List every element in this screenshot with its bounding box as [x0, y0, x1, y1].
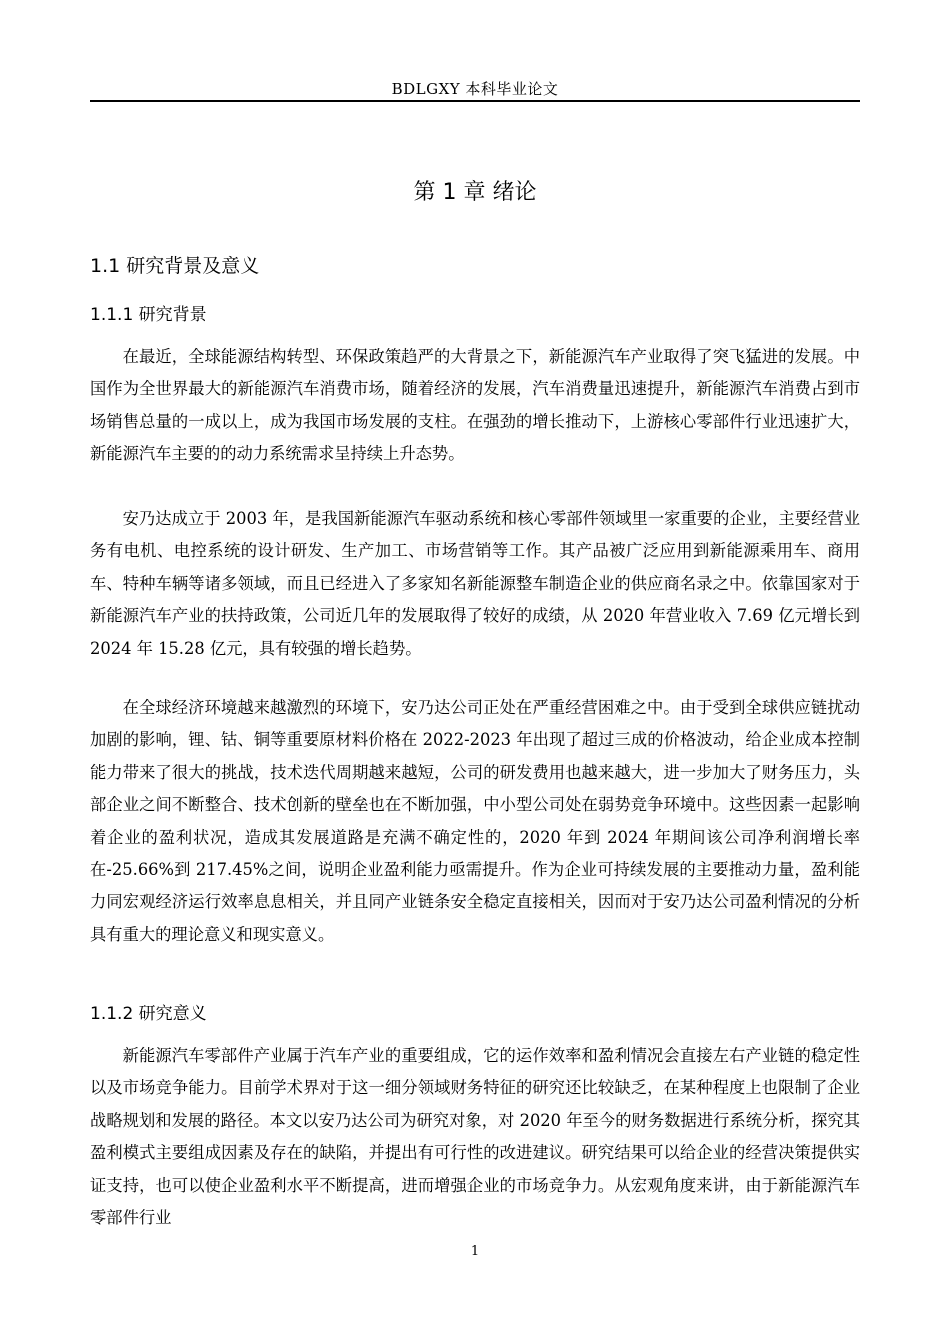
- section-heading-1-1-2: 1.1.2 研究意义: [90, 1004, 207, 1024]
- chapter-title: 第 1 章 绪论: [413, 180, 537, 205]
- running-header: BDLGXY 本科毕业论文: [391, 80, 559, 98]
- section-heading-1-1: 1.1 研究背景及意义: [90, 255, 260, 277]
- page-number: 1: [470, 1244, 480, 1259]
- section-heading-1-1-1: 1.1.1 研究背景: [90, 305, 207, 325]
- header-rule: [90, 100, 860, 102]
- paragraph-significance-1: 新能源汽车零部件产业属于汽车产业的重要组成，它的运作效率和盈利情况会直接左右产业链的稳定性以及市场竞争能力。目前学术界对于这一细分领域财务特征的研究还比较缺乏，在某种程度上也限制了企业战略规划和发展的路径。本文以安乃达公司为研究对象，对 2020 年至今的财务数据进行系统分析，探究其盈利模式主要组成因素及存在的缺陷，并提出有可行性的改进建议。研究结果可以给企业的经营决策提供实证支持，也可以使企业盈利水平不断提高，进而增强企业的市场竞争力。从宏观角度来讲，由于新能源汽车零部件行业: [90, 1046, 860, 1228]
- paragraph-background-3: 在全球经济环境越来越激烈的环境下，安乃达公司正处在严重经营困难之中。由于受到全球供应链扰动加剧的影响，锂、钴、铜等重要原材料价格在 2022-2023 年出现了超过三成的价格波动，给企业成本控制能力带来了很大的挑战，技术迭代周期越来越短，公司的研发费用也越来越大，进一步加大了财务压力，头部企业之间不断整合、技术创新的壁垒也在不断加强，中小型公司处在弱势竞争环境中。这些因素一起影响着企业的盈利状况，造成其发展道路是充满不确定性的，2020 年到 2024 年期间该公司净利润增长率在-25.66%到 217.45%之间，说明企业盈利能力亟需提升。作为企业可持续发展的主要推动力量，盈利能力同宏观经济运行效率息息相关，并且同产业链条安全稳定直接相关，因而对于安乃达公司盈利情况的分析具有重大的理论意义和现实意义。: [90, 698, 860, 944]
- paragraph-background-2: 安乃达成立于 2003 年，是我国新能源汽车驱动系统和核心零部件领域里一家重要的企业，主要经营业务有电机、电控系统的设计研发、生产加工、市场营销等工作。其产品被广泛应用到新能源乘用车、商用车、特种车辆等诸多领域，而且已经进入了多家知名新能源整车制造企业的供应商名录之中。依靠国家对于新能源汽车产业的扶持政策，公司近几年的发展取得了较好的成绩，从 2020 年营业收入 7.69 亿元增长到 2024 年 15.28 亿元，具有较强的增长趋势。: [90, 509, 860, 658]
- paragraph-background-1: 在最近，全球能源结构转型、环保政策趋严的大背景之下，新能源汽车产业取得了突飞猛进的发展。中国作为全世界最大的新能源汽车消费市场，随着经济的发展，汽车消费量迅速提升，新能源汽车消费占到市场销售总量的一成以上，成为我国市场发展的支柱。在强劲的增长推动下，上游核心零部件行业迅速扩大，新能源汽车主要的的动力系统需求呈持续上升态势。: [90, 347, 860, 464]
